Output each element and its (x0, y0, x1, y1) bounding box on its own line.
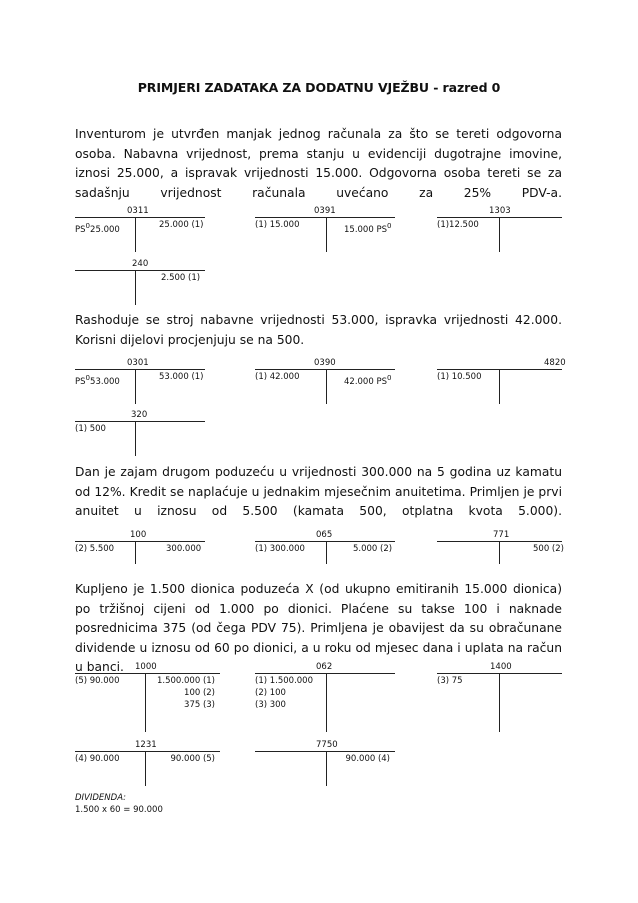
credit-entry: 90.000 (5) (170, 754, 215, 764)
debit-entry: $PS^025.000$ (75, 221, 120, 235)
credit-entry: 42.000 $PS^0$ (344, 373, 392, 387)
debit-entry: $PS^053.000$ (75, 373, 120, 387)
debit-entry: (1) 10.500 (437, 372, 482, 382)
debit-entry: (2) 5.500 (75, 544, 115, 554)
t-account-0390 (255, 358, 395, 404)
dividend-label: DIVIDENDA: (75, 793, 127, 803)
credit-entry: 100 (2) (184, 688, 215, 698)
t-account-1000 (75, 662, 220, 732)
account-number: 0311 (127, 206, 149, 216)
account-number: 7750 (316, 740, 338, 750)
t-account-100 (75, 530, 205, 564)
task-2-text: Rashoduje se stroj nabavne vrijednosti 53.000, ispravka vrijednosti 42.000. Korisni dijelovi procjenjuju se na 500. (75, 313, 562, 347)
account-number: 062 (316, 662, 333, 672)
t-account-4820 (437, 358, 566, 404)
credit-entry: 25.000 (1) (159, 220, 204, 230)
credit-entry: 375 (3) (184, 700, 215, 710)
account-number: 100 (130, 530, 147, 540)
account-number: 240 (132, 259, 149, 269)
t-account-0311 (75, 206, 205, 252)
t-account-062 (255, 662, 395, 732)
credit-entry: 300.000 (166, 544, 202, 554)
dividend-note (75, 792, 163, 816)
t-account-065 (255, 530, 395, 564)
credit-entry: 15.000 $PS^0$ (344, 221, 392, 235)
debit-entry: (1) 1.500.000 (255, 676, 314, 686)
credit-entry: 2.500 (1) (161, 273, 201, 283)
t-account-7750 (255, 740, 395, 786)
page-title: PRIMJERI ZADATAKA ZA DODATNU VJEŽBU - razred 0 (137, 80, 501, 95)
credit-entry: 1.500.000 (1) (156, 676, 215, 686)
account-number: 1231 (135, 740, 157, 750)
dividend-calculation: 1.500 x 60 = 90.000 (75, 805, 163, 815)
t-account-0391 (255, 206, 395, 252)
debit-entry: (4) 90.000 (75, 754, 120, 764)
task-1-text: Inventurom je utvrđen manjak jednog računala za što se tereti odgovorna osoba. Nabavna vrijednost, prema stanju u evidenciji dugotrajne imovine, iznosi 25.000, a ispravak vrijednosti 15.000. Odgovorna osoba tereti se za sadašnju vrijednost računala uvećano za 25% PDV-a. (75, 127, 562, 200)
task-4-text: Kupljeno je 1.500 dionica poduzeća X (od ukupno emitiranih 15.000 dionica) po tržišnoj cijeni od 1.000 po dionici. Plaćene su takse 100 i naknade posrednicima 375 (od čega PDV 75). Primljena je obavijest da su obračunane dividende u iznosu od 60 po dionici, a u roku od mjesec dana i uplata na račun u banci. (75, 582, 562, 674)
debit-entry: (5) 90.000 (75, 676, 120, 686)
debit-entry: (1) 42.000 (255, 372, 300, 382)
debit-entry: (3) 300 (255, 700, 286, 710)
credit-entry: 53.000 (1) (159, 372, 204, 382)
account-number: 771 (493, 530, 510, 540)
t-account-1400 (437, 662, 562, 732)
account-number: 320 (131, 410, 148, 420)
t-account-240 (75, 259, 205, 305)
credit-entry: 5.000 (2) (353, 544, 393, 554)
debit-entry: (1) 15.000 (255, 220, 300, 230)
debit-entry: (1)12.500 (437, 220, 479, 230)
account-number: 1400 (490, 662, 512, 672)
credit-entry: 90.000 (4) (345, 754, 390, 764)
t-account-0301 (75, 358, 205, 404)
t-account-771 (437, 530, 562, 564)
task-3-text: Dan je zajam drugom poduzeću u vrijednosti 300.000 na 5 godina uz kamatu od 12%. Kredit se naplaćuje u jednakim mjesečnim anuitetima. Primljen je prvi anuitet u iznosu od 5.500 (kamata 500, otplatna kvota 5.000). (75, 465, 562, 518)
t-account-320 (75, 410, 205, 456)
account-number: 0391 (314, 206, 336, 216)
t-account-1303 (437, 206, 562, 252)
account-number: 0390 (314, 358, 336, 368)
account-number: 1303 (489, 206, 511, 216)
debit-entry: (3) 75 (437, 676, 463, 686)
debit-entry: (2) 100 (255, 688, 286, 698)
t-account-1231 (75, 740, 220, 786)
account-number: 0301 (127, 358, 149, 368)
account-number: 1000 (135, 662, 157, 672)
debit-entry: (1) 300.000 (255, 544, 305, 554)
debit-entry: (1) 500 (75, 424, 106, 434)
account-number: 065 (316, 530, 333, 540)
account-number: 4820 (544, 358, 566, 368)
credit-entry: 500 (2) (533, 544, 564, 554)
